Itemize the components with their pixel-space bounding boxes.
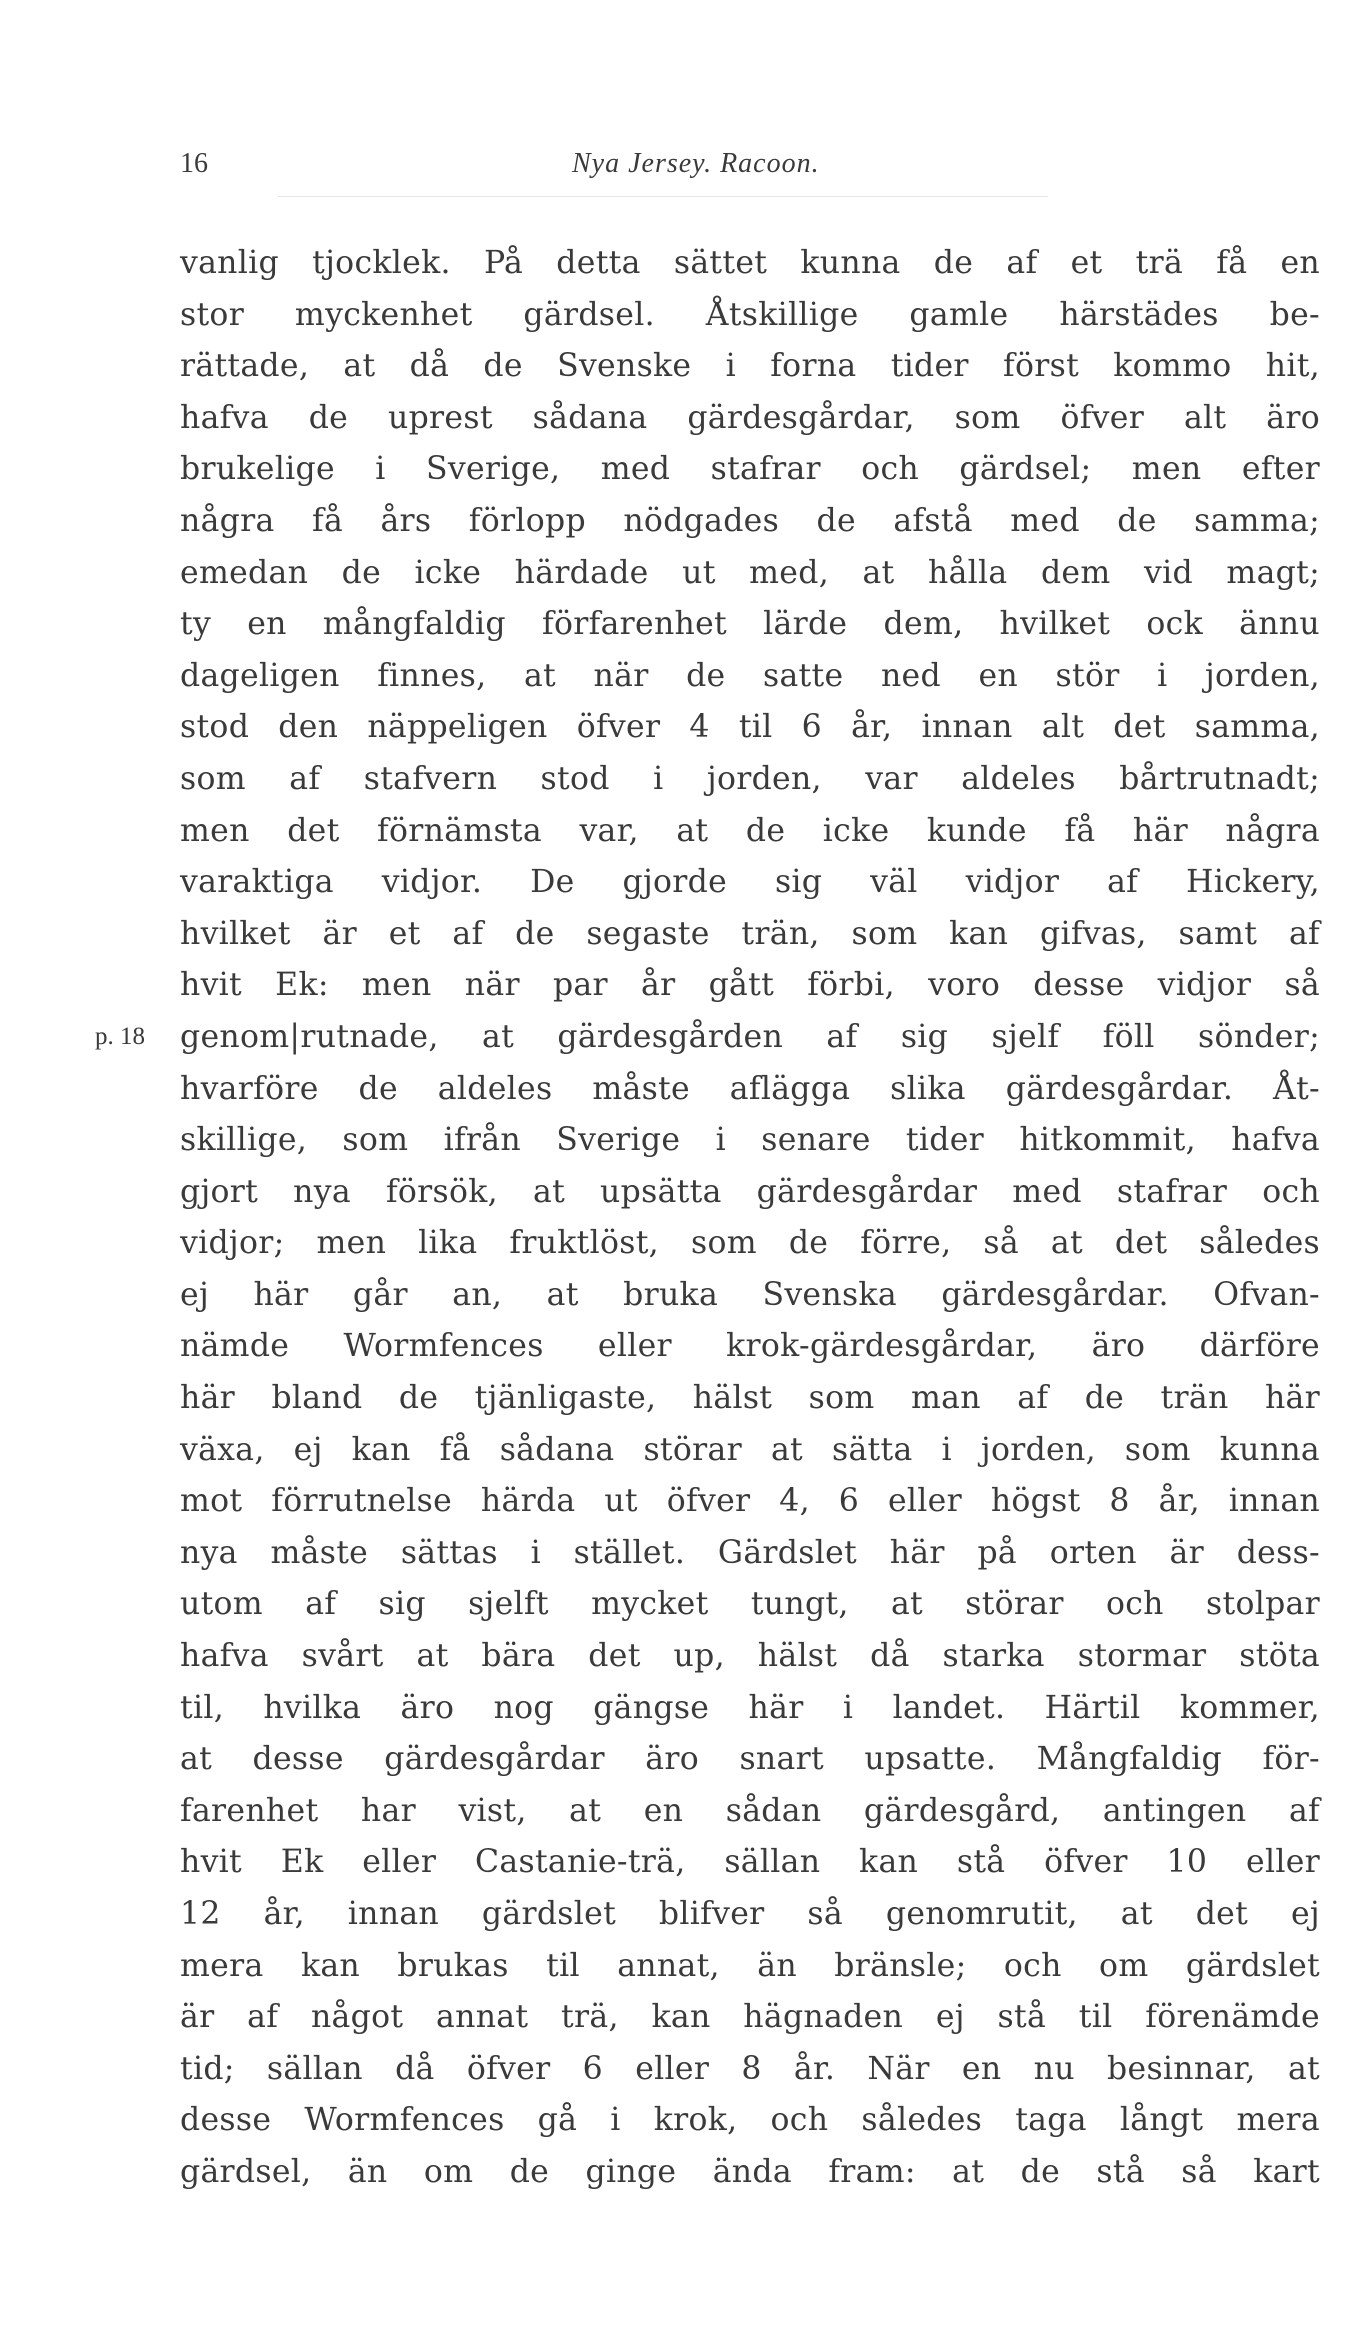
text-line: 12 år, innan gärdslet blifver så genomrutit, at det ej [180, 1896, 1320, 1932]
text-line: emedan de icke härdade ut med, at hålla dem vid magt; [180, 554, 1320, 591]
text-line: rättade, at då de Svenske i forna tider först kommo hit, [180, 348, 1320, 385]
margin-page-reference: p. 18 [95, 1023, 145, 1051]
text-line: några få års förlopp nödgades de afstå med de samma; [180, 502, 1320, 539]
text-line: genom|rutnade, at gärdesgården af sig sjelf föll sönder; [180, 1018, 1320, 1055]
text-line: til, hvilka äro nog gängse här i landet. Härtil kommer, [180, 1689, 1320, 1726]
text-line: ty en mångfaldig förfarenhet lärde dem, hvilket ock ännu [180, 606, 1320, 643]
text-line: mot förrutnelse härda ut öfver 4, 6 eller högst 8 år, innan [180, 1483, 1320, 1520]
text-line: ej här går an, at bruka Svenska gärdesgårdar. Ofvan- [180, 1276, 1320, 1313]
text-line: här bland de tjänligaste, hälst som man af de trän här [180, 1380, 1320, 1417]
text-line: nämde Wormfences eller krok-gärdesgårdar, äro därföre [180, 1328, 1320, 1365]
text-line: tid; sällan då öfver 6 eller 8 år. När en nu besinnar, at [180, 2050, 1320, 2087]
text-line: brukelige i Sverige, med stafrar och gärdsel; men efter [180, 451, 1320, 488]
text-line: växa, ej kan få sådana störar at sätta i jorden, som kunna [180, 1431, 1320, 1468]
text-line: at desse gärdesgårdar äro snart upsatte. Mångfaldig för- [180, 1741, 1320, 1778]
text-line: stod den näppeligen öfver 4 til 6 år, innan alt det samma, [180, 709, 1320, 746]
text-line: varaktiga vidjor. De gjorde sig väl vidjor af Hickery, [180, 864, 1320, 901]
text-line: mera kan brukas til annat, än bränsle; och om gärdslet [180, 1947, 1320, 1984]
text-line: farenhet har vist, at en sådan gärdesgård, antingen af [180, 1792, 1320, 1829]
text-line: hvilket är et af de segaste trän, som kan gifvas, samt af [180, 915, 1320, 952]
text-line: dageligen finnes, at när de satte ned en stör i jorden, [180, 657, 1320, 694]
text-line: skillige, som ifrån Sverige i senare tider hitkommit, hafva [180, 1122, 1320, 1159]
text-line: men det förnämsta var, at de icke kunde få här några [180, 812, 1320, 849]
text-line: hvit Ek eller Castanie-trä, sällan kan stå öfver 10 eller [180, 1844, 1320, 1881]
text-line: hvarföre de aldeles måste aflägga slika gärdesgårdar. Åt- [180, 1070, 1320, 1107]
text-line: desse Wormfences gå i krok, och således taga långt mera [180, 2102, 1320, 2139]
text-line: är af något annat trä, kan hägnaden ej stå til förenämde [180, 1999, 1320, 2036]
body-text [180, 238, 1320, 2199]
text-line: hafva de uprest sådana gärdesgårdar, som öfver alt äro [180, 399, 1320, 436]
text-line: utom af sig sjelft mycket tungt, at störar och stolpar [180, 1586, 1320, 1623]
text-line: hafva svårt at bära det up, hälst då starka stormar stöta [180, 1638, 1320, 1675]
text-line: vanlig tjocklek. På detta sättet kunna de af et trä få en [180, 245, 1320, 281]
text-line: som af stafvern stod i jorden, var aldeles bårtrutnadt; [180, 760, 1320, 797]
header-rule [278, 196, 1048, 197]
text-line: nya måste sättas i stället. Gärdslet här på orten är dess- [180, 1534, 1320, 1571]
page-header [180, 148, 1320, 188]
text-line: stor myckenhet gärdsel. Åtskillige gamle härstädes be- [180, 296, 1320, 333]
text-line: gjort nya försök, at upsätta gärdesgårdar med stafrar och [180, 1173, 1320, 1210]
text-line: vidjor; men lika fruktlöst, som de förre, så at det således [180, 1225, 1320, 1262]
text-line: gärdsel, än om de ginge ända fram: at de stå så kart [180, 2153, 1320, 2190]
text-line: hvit Ek: men när par år gått förbi, voro desse vidjor så [180, 967, 1320, 1004]
running-title: Nya Jersey. Racoon. [572, 148, 820, 179]
page-number: 16 [180, 148, 208, 179]
